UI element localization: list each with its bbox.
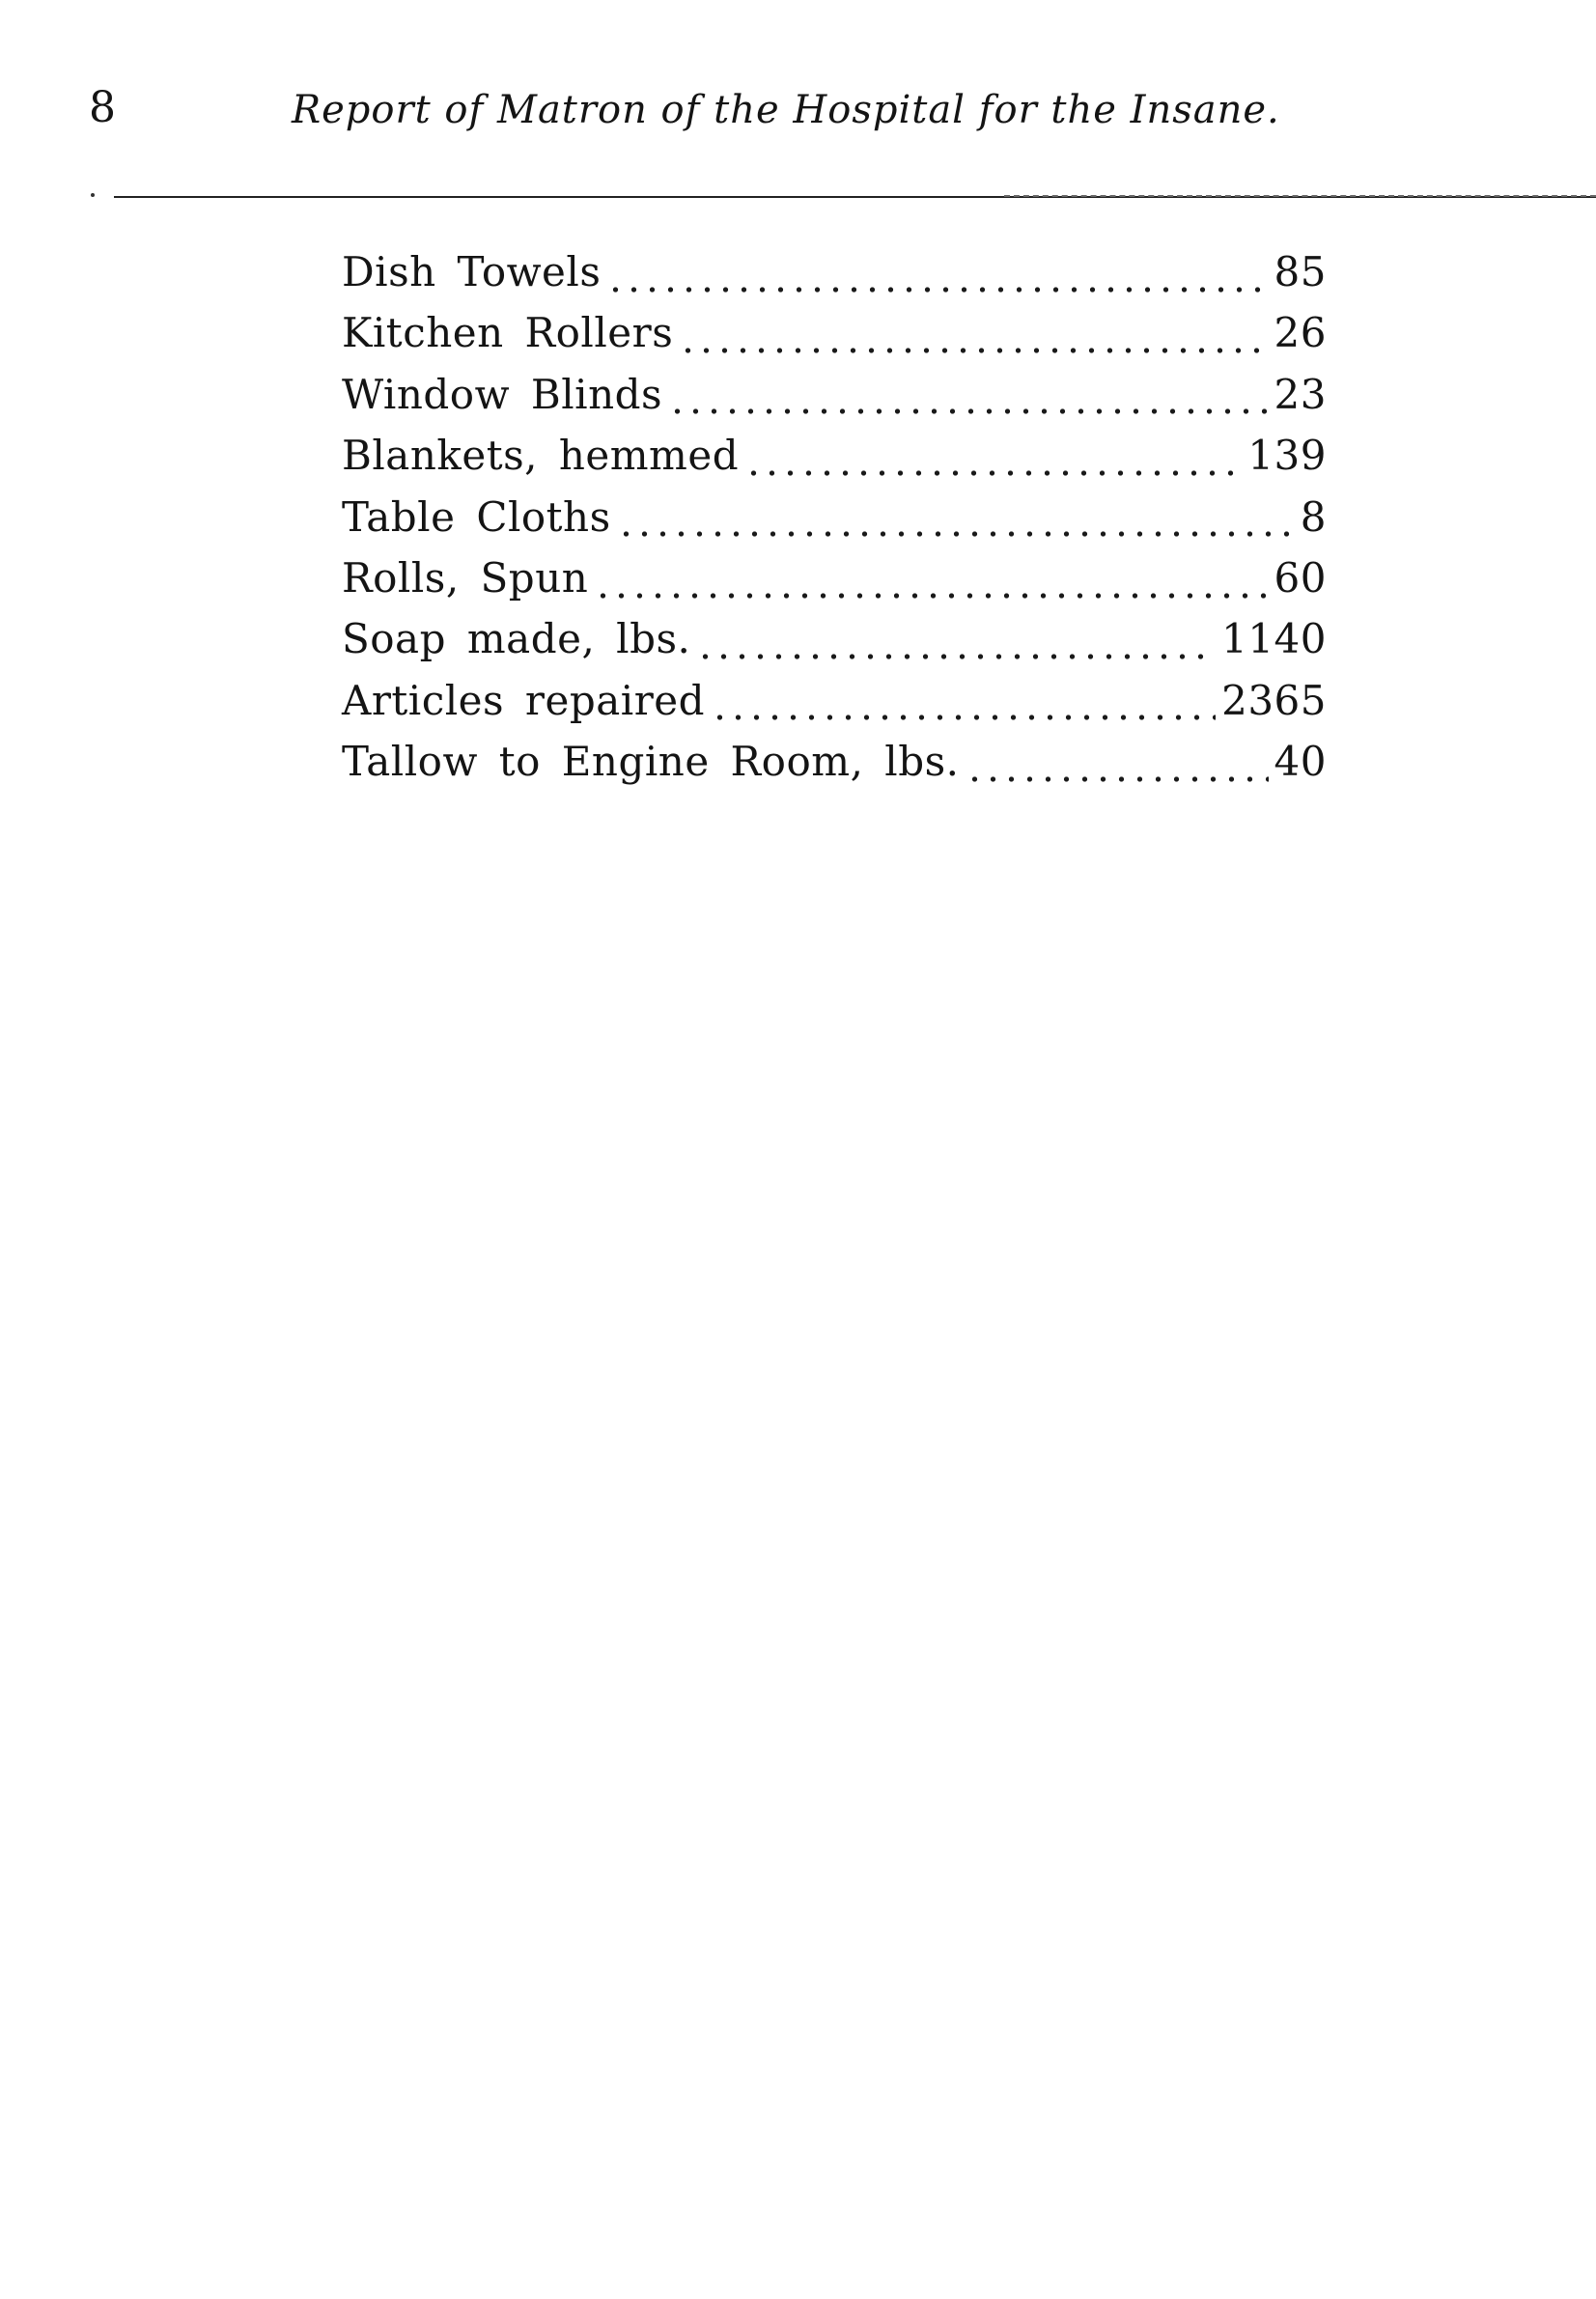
list-item — [342, 241, 1327, 302]
item-value: 26 — [1274, 309, 1327, 357]
item-value: 8 — [1300, 492, 1327, 541]
item-label: Kitchen Rollers — [342, 309, 674, 357]
dot-leader — [617, 502, 1295, 543]
header-rule-mark — [91, 193, 95, 197]
dot-leader — [966, 747, 1269, 788]
item-value: 139 — [1247, 432, 1327, 480]
list-item — [342, 425, 1327, 486]
dot-leader — [711, 686, 1216, 726]
dot-leader — [594, 564, 1268, 604]
dot-leader — [606, 258, 1268, 298]
dot-leader — [744, 441, 1242, 482]
list-item — [342, 731, 1327, 792]
list-item — [342, 302, 1327, 363]
item-value: 85 — [1274, 248, 1327, 295]
item-label: Articles repaired — [342, 676, 706, 724]
running-title: Report of Matron of the Hospital for the Insane. — [292, 88, 1280, 132]
item-label: Window Blinds — [342, 370, 663, 418]
item-value: 2365 — [1221, 676, 1327, 724]
header-rule-faint — [1004, 195, 1596, 197]
item-label: Tallow to Engine Room, lbs. — [342, 738, 960, 786]
dot-leader — [696, 625, 1216, 665]
dot-leader — [679, 319, 1268, 359]
page-number: 8 — [89, 83, 116, 132]
item-label: Table Cloths — [342, 492, 611, 541]
item-label: Soap made, lbs. — [342, 615, 691, 663]
item-value: 1140 — [1221, 615, 1327, 663]
item-value: 23 — [1274, 370, 1327, 418]
list-item — [342, 670, 1327, 731]
item-value: 40 — [1274, 738, 1327, 786]
dot-leader — [668, 379, 1268, 420]
item-label: Blankets, hemmed — [342, 432, 740, 480]
inventory-list — [342, 241, 1327, 793]
list-item — [342, 608, 1327, 669]
item-value: 60 — [1274, 553, 1327, 602]
list-item — [342, 547, 1327, 608]
item-label: Rolls, Spun — [342, 553, 589, 602]
list-item — [342, 364, 1327, 425]
item-label: Dish Towels — [342, 248, 602, 295]
list-item — [342, 487, 1327, 547]
